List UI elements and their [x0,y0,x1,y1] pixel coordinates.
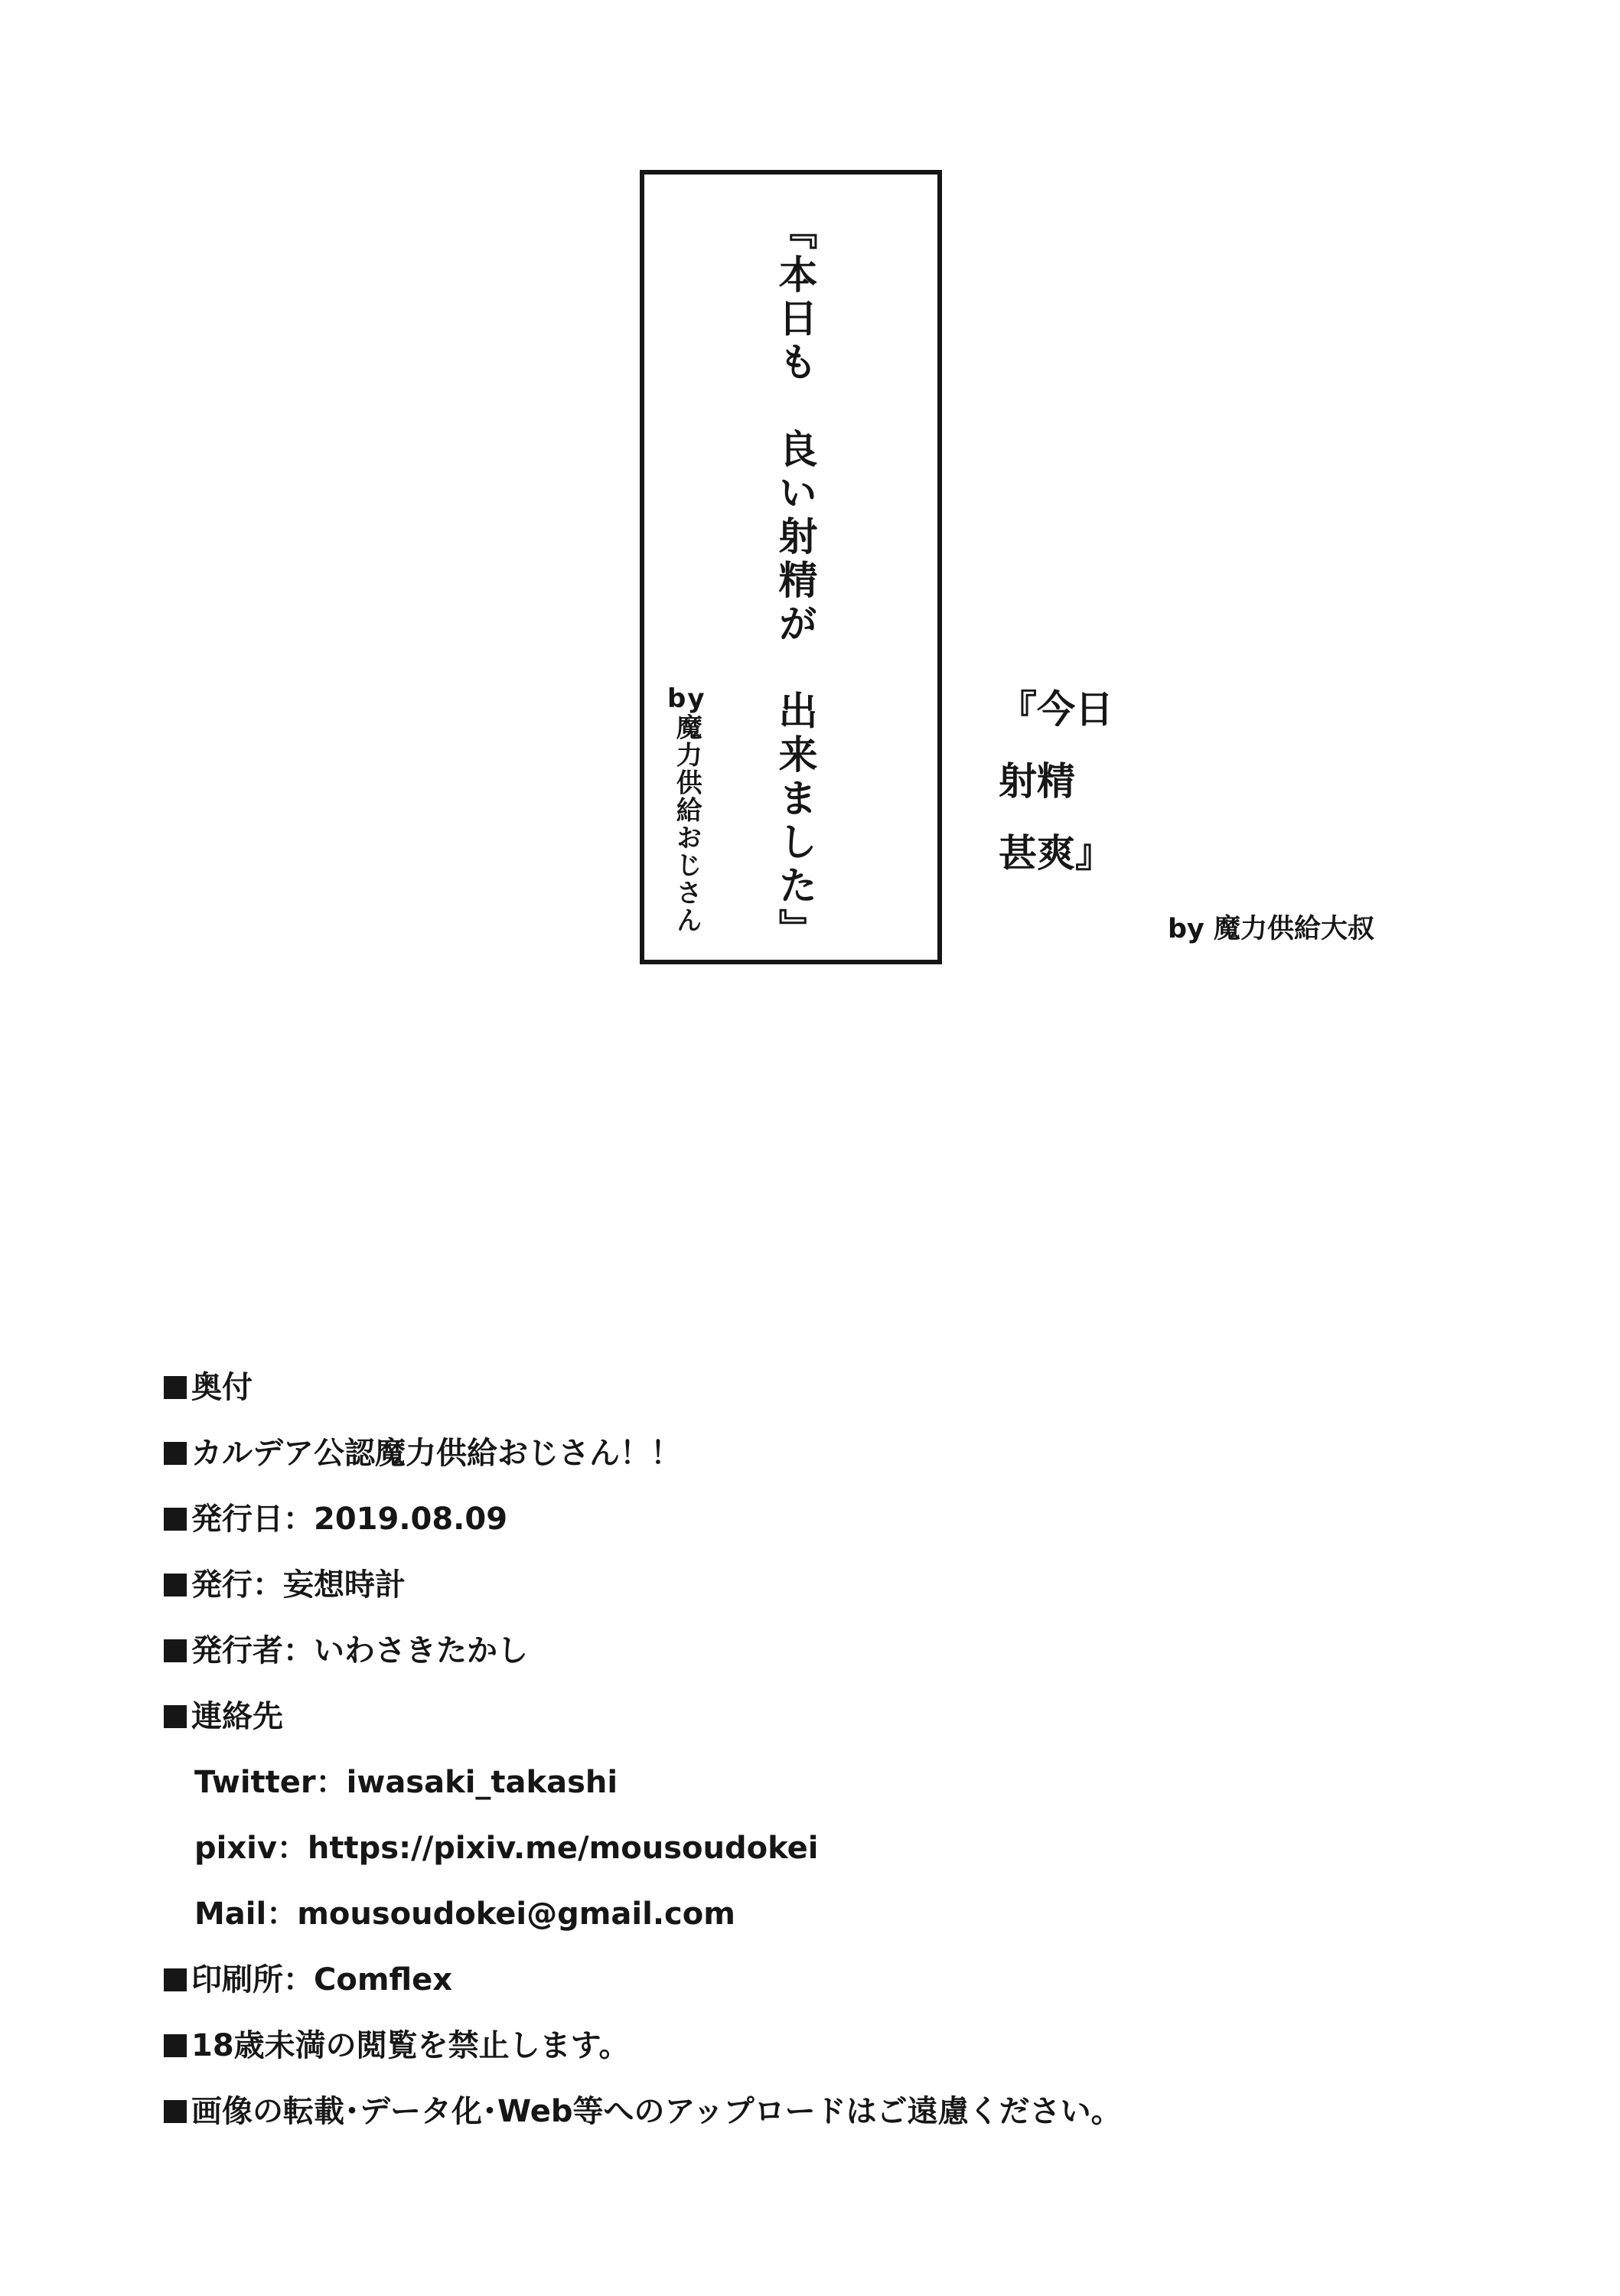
contact-mail: Mail：mousoudokei@gmail.com [194,1896,735,1932]
boxed-title: 『本日も 良い射精が 出来ました』 [771,210,817,952]
square-bullet-icon [164,1442,187,1465]
contact-pixiv: pixiv：https://pixiv.me/mousoudokei [194,1831,819,1866]
contact-heading [164,1684,1122,1750]
colophon-heading-text: 奥付 [191,1370,253,1405]
boxed-author-name: 魔力供給おじさん [671,713,702,934]
square-bullet-icon [164,1705,187,1728]
printer-text: 印刷所：Comflex [191,1962,453,1998]
upload-notice-text: 画像の転載･データ化･Web等へのアップロードはご遠慮ください。 [191,2094,1122,2129]
square-bullet-icon [164,2034,187,2057]
translated-line-2: 射精 [999,759,1075,804]
book-title [164,1420,1122,1486]
square-bullet-icon [164,1639,187,1662]
translated-line-1: 『今日 [999,687,1113,732]
square-bullet-icon [164,2100,187,2123]
square-bullet-icon [164,1574,187,1596]
age-notice [164,2013,1122,2079]
upload-notice [164,2079,1122,2144]
boxed-author-by: by [667,683,706,714]
contact-heading-text: 連絡先 [191,1699,283,1734]
contact-twitter: Twitter：iwasaki_takashi [194,1765,618,1800]
issue-date [164,1486,1122,1552]
issuer-text: 発行者：いわさきたかし [191,1633,528,1668]
printer [164,1947,1122,2013]
translated-message [999,673,1113,889]
colophon-heading [164,1355,1122,1420]
publisher-text: 発行：妄想時計 [191,1567,406,1603]
square-bullet-icon [164,1376,187,1399]
colophon-list [164,1355,1122,2144]
boxed-author [667,685,706,934]
issue-date-text: 発行日：2019.08.09 [191,1502,508,1537]
square-bullet-icon [164,1508,187,1531]
age-notice-text: 18歳未満の閲覧を禁止します。 [191,2028,630,2063]
translated-author: by 魔力供給大叔 [1168,914,1375,944]
square-bullet-icon [164,1968,187,1991]
issuer [164,1618,1122,1684]
book-title-text: カルデア公認魔力供給おじさん！！ [191,1436,681,1471]
translated-line-3: 甚爽』 [999,831,1113,876]
publisher [164,1552,1122,1618]
